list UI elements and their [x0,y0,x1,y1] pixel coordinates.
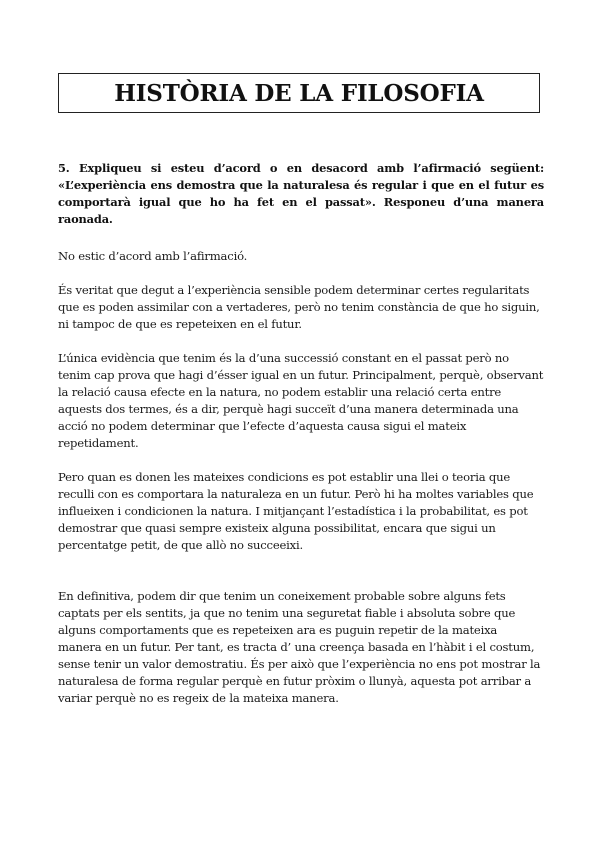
answer-paragraph-2: És veritat que degut a l’experiència sensible podem determinar certes regularitats que es poden assimilar con a vertaderes, però no tenim constància de que ho siguin, ni tampoc de que es repeteixen en el futur. [58,283,540,331]
title-box [58,73,540,113]
answer-paragraph-1: No estic d’acord amb l’afirmació. [58,249,248,263]
document-body [58,160,544,724]
page-title: HISTÒRIA DE LA FILOSOFIA [114,79,484,107]
answer-paragraph-5: En definitiva, podem dir que tenim un coneixement probable sobre alguns fets captats per els sentits, ja que no tenim una seguretat fiable i absoluta sobre que alguns comportaments que es repeteixen ara es puguin repetir de la mateixa manera en un futur. Per tant, es tracta d’ una creença basada en l’hàbit i el costum, sense tenir un valor demostratiu. És per això que l’experiència no ens pot mostrar la naturalesa de forma regular perquè en futur pròxim o llunyà, aquesta pot arribar a variar perquè no es regeix de la mateixa manera. [58,589,541,705]
answer-paragraph-3: L’única evidència que tenim és la d’una successió constant en el passat però no tenim cap prova que hagi d’ésser igual en un futur. Principalment, perquè, observant la relació causa efecte en la natura, no podem establir una relació certa entre aquests dos termes, és a dir, perquè hagi succeït d’una manera determinada una acció no podem determinar que l’efecte d’aquesta causa sigui el mateix repetidament. [58,351,544,450]
answer-paragraph-4: Pero quan es donen les mateixes condicions es pot establir una llei o teoria que reculli con es comportara la naturaleza en un futur. Però hi ha moltes variables que influeixen i condicionen la natura. I mitjançant l’estadística i la probabilitat, es pot demostrar que quasi sempre existeix alguna possibilitat, encara que sigui un percentatge petit, de que allò no succeeixi. [58,470,534,552]
question-text: 5. Expliqueu si esteu d’acord o en desacord amb l’afirmació següent: «L’experiència ens demostra que la naturalesa és regular i que en el futur es comportarà igual que ho ha fet en el passat». Responeu d’una manera raonada. [58,161,544,226]
